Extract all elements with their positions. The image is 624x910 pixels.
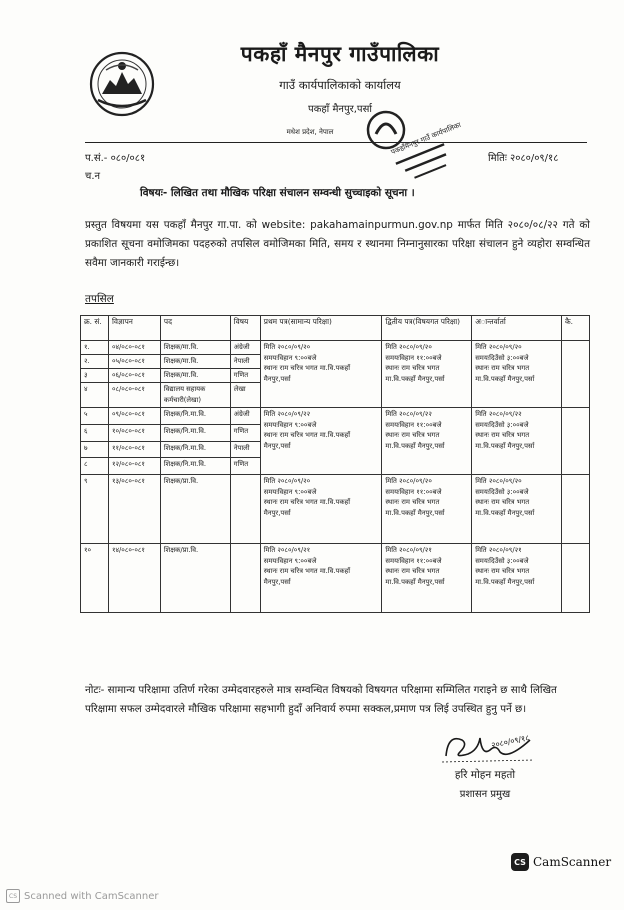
header-second-paper: द्वितीय पत्र(विषयगत परिक्षा): [382, 316, 472, 341]
cell-advertisement: १३/०८०-०८१: [108, 475, 160, 544]
cell-first-paper: मिति २०८०/०९/२० समयःविहान ९:००बजे स्थानः राम चरित्र भगत मा.वि.पकहाँ मैनपुर,पर्सा: [260, 341, 382, 408]
cell-sn: २.: [81, 355, 109, 369]
header-subject: विषय: [230, 316, 260, 341]
signature-icon: [438, 726, 538, 768]
cell-remarks: [562, 544, 590, 613]
office-name: गाउँ कार्यपालिकाको कार्यालय: [279, 78, 401, 92]
dispatch-number: च.न: [85, 171, 101, 182]
header-sn: क्र. सं.: [81, 316, 109, 341]
cell-advertisement: १०/०८०-०८१: [108, 424, 160, 441]
cell-advertisement: ०४/०८०-०८१: [108, 341, 160, 355]
cell-first-paper: मिति २०८०/०९/२२ समयःविहान ९:००बजे स्थानः राम चरित्र भगत मा.वि.पकहाँ मैनपुर,पर्सा: [260, 408, 382, 475]
cell-post: विद्यालय सहायक कर्मचारी(लेखा): [160, 383, 230, 408]
cell-subject: गणित: [230, 458, 260, 475]
cell-remarks: [562, 408, 590, 475]
cell-subject: अंग्रेजी: [230, 408, 260, 425]
cell-subject: अंग्रेजी: [230, 341, 260, 355]
cell-second-paper: मिति २०८०/०९/२० समयःविहान ११:००बजे स्थानः राम चरित्र भगत मा.वि.पकहाँ मैनपुर,पर्सा: [382, 341, 472, 408]
cell-interview: मिति २०८०/०९/२१ समयःदिउँसो ३:००बजे स्थानः राम चरित्र भगत मा.वि.पकहाँ मैनपुर,पर्सा: [472, 544, 562, 613]
cell-advertisement: ०८/०८०-०८१: [108, 383, 160, 408]
signatory-title: प्रशासन प्रमुख: [459, 789, 511, 800]
cell-subject: [230, 544, 260, 613]
cell-advertisement: ०६/०८०-०८१: [108, 369, 160, 383]
header-divider: [85, 142, 587, 143]
cell-sn: ३: [81, 369, 109, 383]
cell-sn: ४: [81, 383, 109, 408]
header-first-paper: प्रथम पत्र(सामान्य परिक्षा): [260, 316, 382, 341]
cell-sn: ६: [81, 424, 109, 441]
province-line: मधेश प्रदेश, नेपाल: [286, 128, 334, 136]
cell-interview: मिति २०८०/०९/२० समयःदिउँसो ३:००बजे स्थानः राम चरित्र भगत मा.वि.पकहाँ मैनपुर,पर्सा: [472, 341, 562, 408]
camscanner-brand: CamScanner: [533, 855, 612, 869]
header-advertisement: विज्ञापन: [108, 316, 160, 341]
cell-advertisement: ०९/०८०-०८१: [108, 408, 160, 425]
cell-subject: नेपाली: [230, 441, 260, 458]
cell-advertisement: ११/०८०-०८१: [108, 441, 160, 458]
nepal-emblem-icon: [88, 50, 156, 118]
table-header-row: [81, 316, 590, 341]
cell-post: शिक्षक/नि.मा.वि.: [160, 441, 230, 458]
header-remarks: कै.: [562, 316, 590, 341]
cell-second-paper: मिति २०८०/०९/२२ समयःविहान ११:००बजे स्थानः राम चरित्र भगत मा.वि.पकहाँ मैनपुर,पर्सा: [382, 408, 472, 475]
cell-post: शिक्षक/प्रा.वि.: [160, 544, 230, 613]
scan-footer-text: Scanned with CamScanner: [24, 890, 159, 902]
camscanner-mini-icon: CS: [6, 889, 20, 903]
cell-interview: मिति २०८०/०९/२२ समयःदिउँसो ३:००बजे स्थानः राम चरित्र भगत मा.वि.पकहाँ मैनपुर,पर्सा: [472, 408, 562, 475]
cell-first-paper: मिति २०८०/०९/२१ समयःविहान ९:००बजे स्थानः राम चरित्र भगत मा.वि.पकहाँ मैनपुर,पर्सा: [260, 544, 382, 613]
cell-sn: १.: [81, 341, 109, 355]
cell-post: शिक्षक/नि.मा.वि.: [160, 458, 230, 475]
cell-advertisement: १४/०८०-०८१: [108, 544, 160, 613]
note-paragraph: नोटः- सामान्य परिक्षामा उतिर्ण गरेका उम्मेदवारहरुले मात्र सम्वन्धित विषयको विषयगत परिक्षामा सम्मिलित गराइने छ साथै लिखित परिक्षामा सफल उम्मेदवारले मौखिक परिक्षामा सहभागी हुदाँ अनिवार्य रुपमा सक्कल,प्रमाण पत्र लिई उपस्थित हुनु पर्ने छ।: [85, 684, 557, 715]
header-post: पद: [160, 316, 230, 341]
subject-line: विषयः- लिखित तथा मौखिक परिक्षा संचालन सम्वन्धी सुच्चाइको सूचना ।: [140, 187, 415, 199]
cell-subject: [230, 475, 260, 544]
office-stamp-icon: [360, 104, 463, 188]
cell-sn: ७: [81, 441, 109, 458]
cell-post: शिक्षक/मा.वि.: [160, 341, 230, 355]
schedule-label: तपसिल: [85, 293, 114, 305]
cell-advertisement: १२/०८०-०८१: [108, 458, 160, 475]
office-address: पकहाँ मैनपुर,पर्सा: [308, 104, 372, 115]
cell-post: शिक्षक/नि.मा.वि.: [160, 408, 230, 425]
cell-advertisement: ०५/०८०-०८१: [108, 355, 160, 369]
cell-subject: गणित: [230, 424, 260, 441]
table-row: [81, 475, 590, 544]
cell-sn: ९: [81, 475, 109, 544]
cell-sn: ५: [81, 408, 109, 425]
cell-first-paper: मिति २०८०/०९/२० समयःविहान ९:००बजे स्थानः राम चरित्र भगत मा.वि.पकहाँ मैनपुर,पर्सा: [260, 475, 382, 544]
cell-second-paper: मिति २०८०/०९/२१ समयःविहान ११:००बजे स्थानः राम चरित्र भगत मा.वि.पकहाँ मैनपुर,पर्सा: [382, 544, 472, 613]
header-interview: अान्तर्वार्ता: [472, 316, 562, 341]
cell-post: शिक्षक/प्रा.वि.: [160, 475, 230, 544]
scan-footer: [6, 889, 159, 903]
cell-sn: १०: [81, 544, 109, 613]
camscanner-badge-icon: CS: [511, 853, 529, 871]
cell-second-paper: मिति २०८०/०९/२० समयःविहान ११:००बजे स्थानः राम चरित्र भगत मा.वि.पकहाँ मैनपुर,पर्सा: [382, 475, 472, 544]
cell-sn: ८: [81, 458, 109, 475]
table-row: [81, 408, 590, 425]
cell-interview: मिति २०८०/०९/२० समयःदिउँसो ३:००बजे स्थानः राम चरित्र भगत मा.वि.पकहाँ मैनपुर,पर्सा: [472, 475, 562, 544]
exam-schedule-table: [80, 315, 590, 613]
cell-subject: गणित: [230, 369, 260, 383]
table-row: [81, 544, 590, 613]
cell-subject: लेखा: [230, 383, 260, 408]
signatory-name: हरि मोहन महतो: [454, 769, 516, 781]
table-row: [81, 341, 590, 355]
org-title: पकहाँ मैनपुर गाउँपालिका: [240, 42, 440, 66]
cell-subject: नेपाली: [230, 355, 260, 369]
camscanner-logo: [511, 853, 611, 871]
cell-remarks: [562, 475, 590, 544]
body-paragraph: प्रस्तुत विषयमा यस पकहाँ मैनपुर गा.पा. को website: pakahamainpurmun.gov.np मार्फत मिति २०८०/०८/२२ गते को प्रकाशित सूचना वमोजिमका पदहरुको तपसिल वमोजिमका मिति, समय र स्थानमा निम्नानुसारका परिक्षा संचालन हुने व्यहोरा सम्वन्धित सवैमा जानकारी गराईन्छ।: [85, 219, 590, 269]
reference-number: प.सं.- ०८०/०८१: [85, 153, 146, 164]
stamp-text: पकहाँमैनपुर गाउँ कार्यपालिका: [389, 120, 463, 157]
issue-date: मितिः २०८०/०९/१८: [488, 153, 559, 164]
cell-post: शिक्षक/नि.मा.वि.: [160, 424, 230, 441]
cell-post: शिक्षक/मा.वि.: [160, 369, 230, 383]
cell-post: शिक्षक/मा.वि.: [160, 355, 230, 369]
cell-remarks: [562, 341, 590, 408]
signature-date: २०८०/०९/१८: [490, 733, 531, 750]
